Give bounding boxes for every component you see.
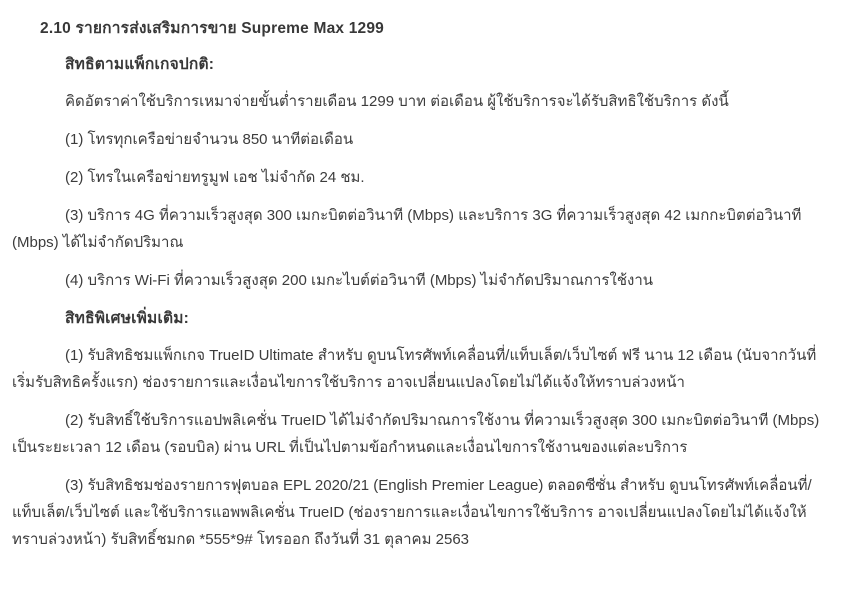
page-title: 2.10 รายการส่งเสริมการขาย Supreme Max 1299 (40, 20, 385, 37)
extra-item-2: (2) รับสิทธิ์ใช้บริการแอปพลิเคชั่น TrueID ได้ไม่จำกัดปริมาณการใช้งาน ที่ความเร็วสูงสุด 300 เมกะบิตต่อวินาที (Mbps) เป็นระยะเวลา 12 เดือน (รอบบิล) ผ่าน URL ที่เป็นไปตามข้อกำหนดและเงื่อนไขการใช้งานของแต่ละบริการ (12, 412, 820, 456)
standard-item-1: (1) โทรทุกเครือข่ายจำนวน 850 นาทีต่อเดือน (65, 131, 354, 148)
intro-paragraph: คิดอัตราค่าใช้บริการเหมาจ่ายขั้นต่ำรายเดือน 1299 บาท ต่อเดือน ผู้ใช้บริการจะได้รับสิทธิใช้บริการ ดังนี้ (65, 93, 729, 110)
section-heading-extra-privileges: สิทธิพิเศษเพิ่มเติม: (65, 310, 189, 327)
standard-item-4: (4) บริการ Wi-Fi ที่ความเร็วสูงสุด 200 เมกะไบต์ต่อวินาที (Mbps) ไม่จำกัดปริมาณการใช้งาน (65, 272, 653, 289)
standard-item-2: (2) โทรในเครือข่ายทรูมูฟ เอช ไม่จำกัด 24 ชม. (65, 169, 365, 186)
extra-item-1: (1) รับสิทธิชมแพ็กเกจ TrueID Ultimate สำหรับ ดูบนโทรศัพท์เคลื่อนที่/แท็บเล็ต/เว็บไซต์ ฟรี นาน 12 เดือน (นับจากวันที่เริ่มรับสิทธิครั้งแรก) ช่องรายการและเงื่อนไขการใช้บริการ อาจเปลี่ยนแปลงโดยไม่ได้แจ้งให้ทราบล่วงหน้า (12, 347, 817, 391)
extra-item-3: (3) รับสิทธิชมช่องรายการฟุตบอล EPL 2020/21 (English Premier League) ตลอดซีซั่น สำหรับ ดูบนโทรศัพท์เคลื่อนที่/แท็บเล็ต/เว็บไซต์ และใช้บริการแอพพลิเคชั่น TrueID (ช่องรายการและเงื่อนไขการใช้บริการ อาจเปลี่ยนแปลงโดยไม่ได้แจ้งให้ทราบล่วงหน้า) รับสิทธิ์ชมกด *555*9# โทรออก ถึงวันที่ 31 ตุลาคม 2563 (12, 477, 812, 548)
standard-item-3: (3) บริการ 4G ที่ความเร็วสูงสุด 300 เมกะบิตต่อวินาที (Mbps) และบริการ 3G ที่ความเร็วสูงสุด 42 เมกกะบิตต่อวินาที (Mbps) ได้ไม่จำกัดปริมาณ (12, 207, 802, 251)
section-heading-standard-package: สิทธิตามแพ็กเกจปกติ: (65, 56, 215, 73)
